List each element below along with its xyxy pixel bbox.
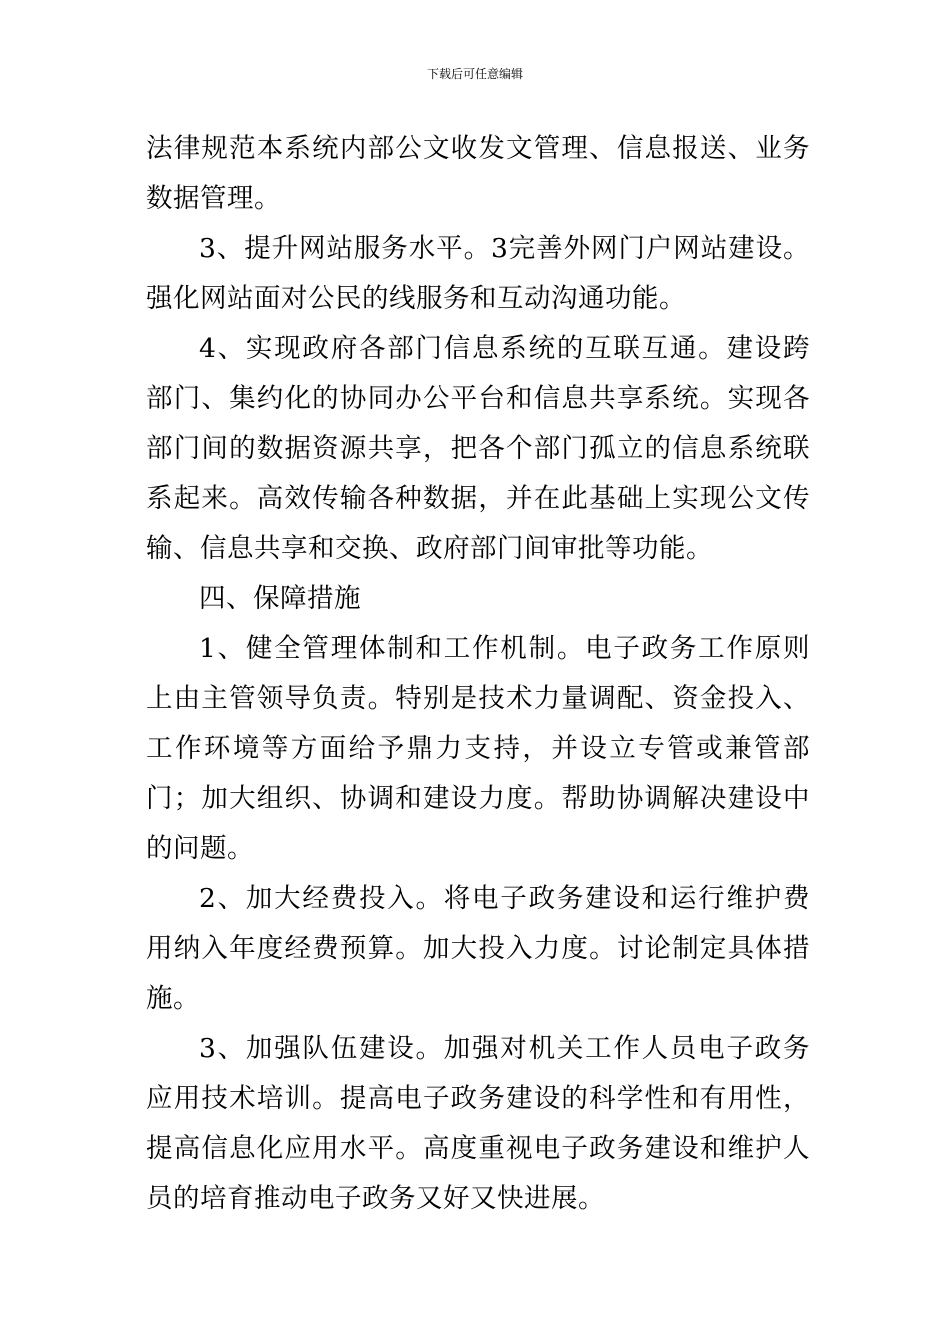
header-note: 下载后可任意编辑 bbox=[426, 67, 523, 81]
paragraph-item-1-management: 1、健全管理体制和工作机制。电子政务工作原则上由主管领导负责。特别是技术力量调配、资金投入、工作环境等方面给予鼎力支持，并设立专管或兼管部门；加大组织、协调和建设力度。帮助协调解决建设中的问题。 bbox=[146, 633, 810, 864]
section-heading-safeguards: 四、保障措施 bbox=[199, 583, 361, 614]
paragraph-item-3-team: 3、加强队伍建设。加强对机关工作人员电子政务应用技术培训。提高电子政务建设的科学性和有用性，提高信息化应用水平。高度重视电子政务建设和维护人员的培育推动电子政务又好又快进展。 bbox=[146, 1033, 810, 1214]
paragraph-item-2-funding: 2、加大经费投入。将电子政务建设和运行维护费用纳入年度经费预算。加大投入力度。讨论制定具体措施。 bbox=[146, 883, 810, 1014]
paragraph-continuation: 法律规范本系统内部公文收发文管理、信息报送、业务数据管理。 bbox=[146, 133, 810, 214]
document-body bbox=[146, 124, 810, 1224]
paragraph-item-3-website: 3、提升网站服务水平。3完善外网门户网站建设。强化网站面对公民的线服务和互动沟通功能。 bbox=[146, 233, 810, 314]
paragraph-item-4-interconnect: 4、实现政府各部门信息系统的互联互通。建设跨部门、集约化的协同办公平台和信息共享系统。实现各部门间的数据资源共享，把各个部门孤立的信息系统联系起来。高效传输各种数据，并在此基础上实现公文传输、信息共享和交换、政府部门间审批等功能。 bbox=[146, 333, 810, 564]
